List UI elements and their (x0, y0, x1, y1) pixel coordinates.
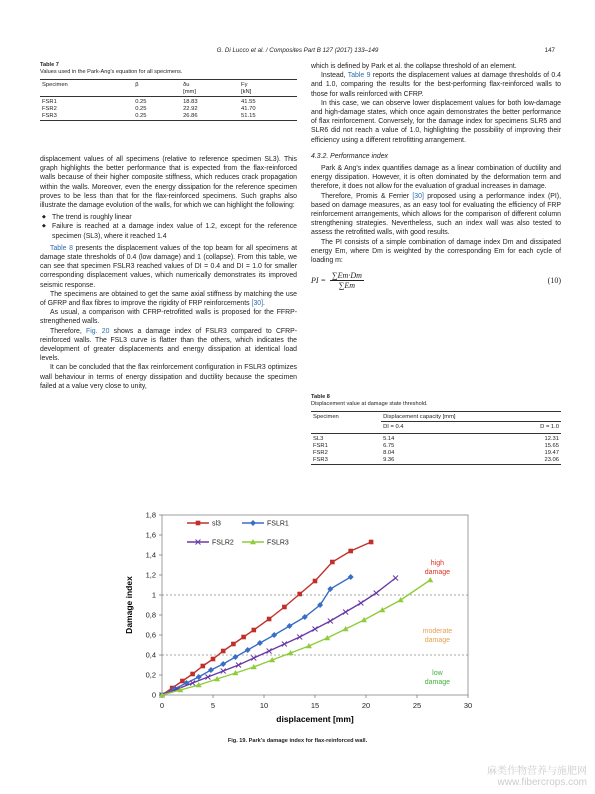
equation-numerator: ∑Em·Dm (331, 271, 362, 281)
bullet-list (40, 213, 297, 241)
data-point-sl3 (231, 642, 236, 647)
data-point-sl3 (282, 605, 287, 610)
data-point-sl3 (348, 549, 353, 554)
data-point-sl3 (241, 635, 246, 640)
paragraph-text: Instead, (321, 72, 348, 80)
data-point-FSLR1 (287, 623, 293, 629)
table7-block (40, 62, 297, 121)
table7-header: β (133, 80, 181, 90)
data-point-FSLR1 (208, 667, 214, 673)
paragraph-text: reports the displacement values at damage thresholds of 0.4 and 1.0, comparing the results for the best-performing flax-reinforced walls to those for walls reinforced with CFRP. (311, 72, 562, 98)
paragraph-text: The specimens are obtained to get the same axial stiffness by matching the use of GFRP and flax fibres to improve the rigidity of FRP reinforcements (40, 290, 297, 308)
data-point-FSLR1 (257, 640, 263, 646)
table8-cell: FSR2 (313, 450, 328, 456)
table8-cell: 5.14 (381, 434, 474, 444)
table7-header: δu (181, 80, 239, 90)
fig-link[interactable]: Fig. 20 (86, 327, 110, 335)
paragraph: The specimens are obtained to get the same axial stiffness by matching the use of GFRP and flax fibres to improve the rigidity of FRP reinforcements [30]. (40, 290, 297, 308)
zone-label: low (432, 670, 443, 677)
figure-caption (0, 738, 595, 744)
ref-link[interactable]: [30] (412, 192, 424, 200)
table7-cell: 0.25 (133, 97, 181, 107)
table7-cell: 18.83 (181, 97, 239, 107)
paragraph: displacement values of all specimens (relative to reference specimen SL3). This graph highlights the better performance that is expected from the flax-reinforced walls because of their higher composite stiffness, which reduces crack propagation within the walls. Moreover, even the energy dissipation for the reference specimen proves to be less than that for the flax-reinforced specimens. Such graphs also illustrate the damage evolution of the walls, for which we can highlight the following: (40, 156, 297, 210)
legend-marker (196, 521, 201, 526)
table7-cell: 51.15 (239, 113, 297, 121)
data-point-sl3 (313, 579, 318, 584)
paragraph (40, 327, 297, 364)
legend-label: FSLR1 (267, 520, 289, 528)
data-point-sl3 (252, 628, 257, 633)
data-point-FSLR1 (220, 661, 226, 667)
table7-cell: 41.55 (239, 97, 297, 107)
equation-denominator: ∑Em (338, 281, 356, 291)
table9-link[interactable]: Table 9 (347, 72, 371, 80)
equation-lhs: PI = (311, 276, 326, 286)
table7-cell: 41.70 (241, 106, 256, 112)
x-tick-label: 5 (210, 701, 216, 710)
left-column (40, 155, 297, 391)
data-point-FSLR2 (297, 635, 302, 640)
figure-caption-text: Fig. 19. Park's damage index for flax-reinforced wall. (227, 738, 368, 744)
table7-caption: Values used in the Park-Ang's equation for all specimens. (40, 69, 183, 75)
table7-header: Specimen (40, 80, 133, 90)
table7-cell: 0.25 (135, 106, 147, 112)
table8-caption: Displacement value at damage state threshold. (311, 401, 428, 407)
zone-label: damage (424, 637, 451, 644)
paragraph: In this case, we can observe lower displacement values for both low-damage and high-damage states, which once again demonstrates the better performance of flax reinforcement. Conversely, for the damage index for specimens SLR5 and SLR6 did not reach a value of 1.0, highlighting the possibility of improving their efficiency using a different retrofitting arrangement. (311, 99, 561, 144)
legend-label: sl3 (212, 520, 221, 528)
table8-label: Table 8 (311, 394, 330, 400)
zone-label: damage (424, 679, 451, 686)
data-point-sl3 (369, 540, 374, 545)
data-point-sl3 (267, 617, 272, 622)
y-tick-label: 1 (151, 590, 156, 600)
y-tick-label: 0,4 (145, 650, 156, 660)
data-point-FSLR1 (232, 654, 238, 660)
data-point-sl3 (297, 592, 302, 597)
data-point-FSLR2 (358, 601, 363, 606)
equation-number: (10) (547, 276, 561, 286)
legend-label: FSLR2 (212, 539, 234, 547)
x-tick-label: 15 (310, 701, 320, 710)
paragraph: It can be concluded that the flax reinforcement configuration in FSLR3 optimizes wall behaviour in terms of energy dissipation and ductility because the specimen failed at a value very close to unity, (40, 364, 297, 390)
data-point-FSLR2 (267, 649, 272, 654)
watermark-line2: www.fibercrops.com (497, 777, 587, 788)
damage-index-chart (110, 500, 485, 735)
table7-unit: [mm] (183, 89, 196, 95)
data-point-FSLR1 (271, 632, 277, 638)
y-tick-label: 0 (151, 690, 156, 700)
paragraph-text: Therefore, Promis & Ferrier (321, 192, 413, 200)
data-point-FSLR2 (374, 591, 379, 596)
table7-cell: FSR2 (42, 106, 57, 112)
y-tick-label: 1,6 (145, 530, 156, 540)
x-tick-label: 20 (361, 701, 371, 710)
watermark-line1: 麻类作物营养与施肥网 (487, 766, 587, 777)
y-tick-label: 0,2 (145, 670, 156, 680)
paragraph-text: presents the displacement values of the top beam for all specimens at damage state thresholds of 0.4 (low damage) and 1 (collapse). From this table, we can see that specimen FSLR3 reached values of DI = 0.4 and DI = 1.0 for smaller corresponding displacement values, which numerically demonstrates its improved seismic response. (40, 244, 297, 289)
paragraph (311, 192, 561, 238)
table8-subheader: D = 1.0 (474, 422, 561, 434)
x-axis-label: displacement [mm] (276, 714, 354, 724)
zone-label: moderate (422, 628, 453, 635)
table8-block (311, 394, 561, 465)
section-heading: 4.3.2. Performance index (311, 152, 388, 160)
x-tick-label: 0 (159, 701, 165, 710)
page-number: 147 (544, 47, 555, 54)
table7-cell: 22.92 (183, 106, 198, 112)
table7 (40, 79, 297, 121)
table8-cell: 15.65 (544, 443, 559, 449)
y-tick-label: 1,2 (145, 570, 156, 580)
table7-cell: 26.86 (181, 113, 239, 121)
paragraph: The PI consists of a simple combination of damage index Dm and dissipated energy Em, where Dm is weighted by the corresponding Em for each cycle of loading m: (311, 238, 561, 265)
paragraph: Park & Ang's index quantifies damage as a linear combination of ductility and energy dissipation. However, it is often dominated by the deformation term and therefore, it does not allow for the evaluation of gradual increases in damage. (311, 165, 561, 191)
data-point-FSLR1 (245, 647, 251, 653)
journal-line: G. Di Lucco et al. / Composites Part B 127 (2017) 133–149 (216, 47, 379, 54)
paragraph-text: shows a damage index of FSLR3 compared to CFRP-reinforced walls. The FSL3 curve is flatter than the others, which indicates the development of greater displacements and energy dissipation at identical load levels. (40, 327, 297, 363)
data-point-sl3 (201, 664, 206, 669)
table8-cell: FSR3 (311, 457, 381, 465)
table8-cell: FSR1 (313, 443, 328, 449)
data-point-FSLR2 (328, 619, 333, 624)
data-point-sl3 (190, 672, 195, 677)
equation-10 (311, 271, 561, 290)
data-point-FSLR2 (393, 576, 398, 581)
table8-cell: 8.04 (383, 450, 395, 456)
zone-label: high (430, 560, 445, 567)
paragraph: As usual, a comparison with CFRP-retrofitted walls is proposed for the FFRP-strengthened walls. (40, 309, 297, 326)
table7-header: Fy (239, 80, 297, 90)
table8-cell: SL3 (311, 434, 381, 444)
y-tick-label: 1,4 (145, 550, 156, 560)
paragraph: which is defined by Park et al. the collapse threshold of an element. (311, 63, 517, 70)
paragraph-text: Therefore, (50, 327, 87, 335)
table8-cell: 23.06 (474, 457, 561, 465)
table7-cell: FSR3 (40, 113, 133, 121)
y-tick-label: 1,8 (145, 510, 156, 520)
table8-cell: 6.75 (383, 443, 395, 449)
x-tick-label: 10 (259, 701, 269, 710)
zone-label: damage (424, 569, 451, 576)
table7-cell: 0.25 (133, 113, 181, 121)
table8 (311, 411, 561, 465)
table7-unit: [kN] (241, 89, 252, 95)
y-tick-label: 0,6 (145, 630, 156, 640)
data-point-sl3 (221, 649, 226, 654)
bullet-item: ◆ The trend is roughly linear (52, 213, 297, 222)
paragraph-text: proposed using a performance index (PI), based on damage measures, as an easy tool for evaluating the efficiency of FRP reinforcement arrangements, which allows for the comparison of different column strengthening strategies. Nevertheless, such an index wall was also tested to assess the retrofitted walls, with good results. (311, 192, 561, 237)
data-point-sl3 (330, 560, 335, 565)
data-point-FSLR2 (282, 642, 287, 647)
table8-header: Specimen (311, 412, 381, 422)
table8-header: Displacement capacity [mm] (381, 412, 561, 422)
data-point-FSLR2 (313, 627, 318, 632)
ref-link[interactable]: [30] (251, 300, 264, 308)
data-point-FSLR2 (343, 610, 348, 615)
table8-cell: 9.36 (381, 457, 474, 465)
right-column (311, 62, 561, 297)
bullet-item: ◆ Failure is reached at a damage index value of 1.2, except for the reference specimen (SL3), where it reached 1.4 (52, 222, 297, 240)
legend-marker (250, 520, 256, 526)
table7-label: Table 7 (40, 62, 59, 68)
table8-cell: 12.31 (474, 434, 561, 444)
table8-link[interactable]: Table 8 (50, 244, 73, 252)
paragraph (40, 244, 297, 290)
data-point-sl3 (211, 657, 216, 662)
y-tick-label: 0,8 (145, 610, 156, 620)
legend-label: FSLR3 (267, 539, 289, 547)
table7-cell: FSR1 (40, 97, 133, 107)
paragraph (311, 71, 561, 99)
y-axis-label: Damage index (124, 576, 134, 634)
x-tick-label: 25 (412, 701, 422, 710)
data-point-FSLR3 (427, 577, 433, 582)
x-tick-label: 30 (463, 701, 473, 710)
table8-subheader: DI = 0.4 (381, 422, 474, 434)
table8-cell: 19.47 (544, 450, 559, 456)
data-point-FSLR1 (348, 574, 354, 580)
data-point-FSLR2 (251, 656, 256, 661)
